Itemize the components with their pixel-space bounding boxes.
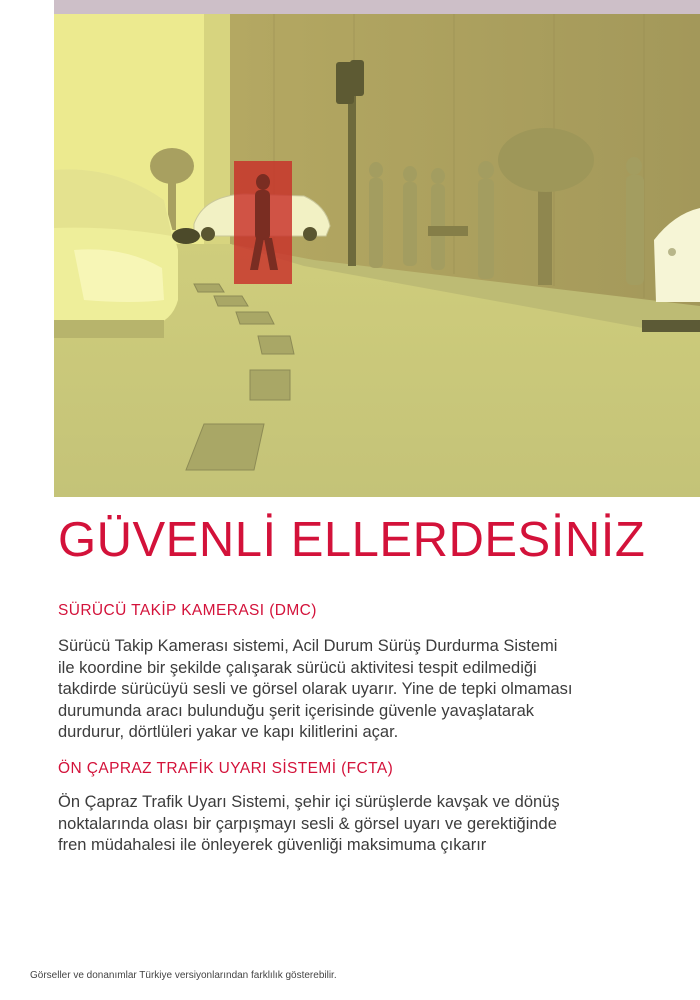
body-line: fren müdahalesi ile önleyerek güvenliği maksimuma çıkarır xyxy=(58,836,487,854)
body-line: durdurur, dörtlüleri yakar ve kapı kilitlerini açar. xyxy=(58,723,399,741)
body-line: ile koordine bir şekilde çalışarak sürücü aktivitesi tespit edilmediği xyxy=(58,658,537,677)
body-line: Sürücü Takip Kamerası sistemi, Acil Durum Sürüş Durdurma Sistemi xyxy=(58,637,558,655)
body-line: noktalarında olası bir çarpışmayı sesli & görsel uyarı ve gerektiğinde xyxy=(58,814,557,833)
section-heading-fcta: ÖN ÇAPRAZ TRAFİK UYARI SİSTEMİ (FCTA) xyxy=(58,760,394,777)
section-body-fcta xyxy=(58,792,658,857)
body-line: Ön Çapraz Trafik Uyarı Sistemi, şehir içi sürüşlerde kavşak ve dönüş xyxy=(58,793,560,811)
disclaimer-footnote: Görseller ve donanımlar Türkiye versiyonlarından farklılık gösterebilir. xyxy=(30,970,337,981)
body-line: takdirde sürücüyü sesli ve görsel olarak uyarır. Yine de tepki olmaması xyxy=(58,680,573,698)
section-heading-dmc: SÜRÜCÜ TAKİP KAMERASI (DMC) xyxy=(58,602,317,619)
page-margin xyxy=(0,0,54,497)
hero-image xyxy=(54,0,700,497)
body-line: durumunda aracı bulunduğu şerit içerisinde güvenle yavaşlatarak xyxy=(58,701,535,720)
page-title: GÜVENLİ ELLERDESİNİZ xyxy=(58,513,646,567)
section-body-dmc xyxy=(58,636,658,744)
street-scene-illustration xyxy=(54,0,700,497)
